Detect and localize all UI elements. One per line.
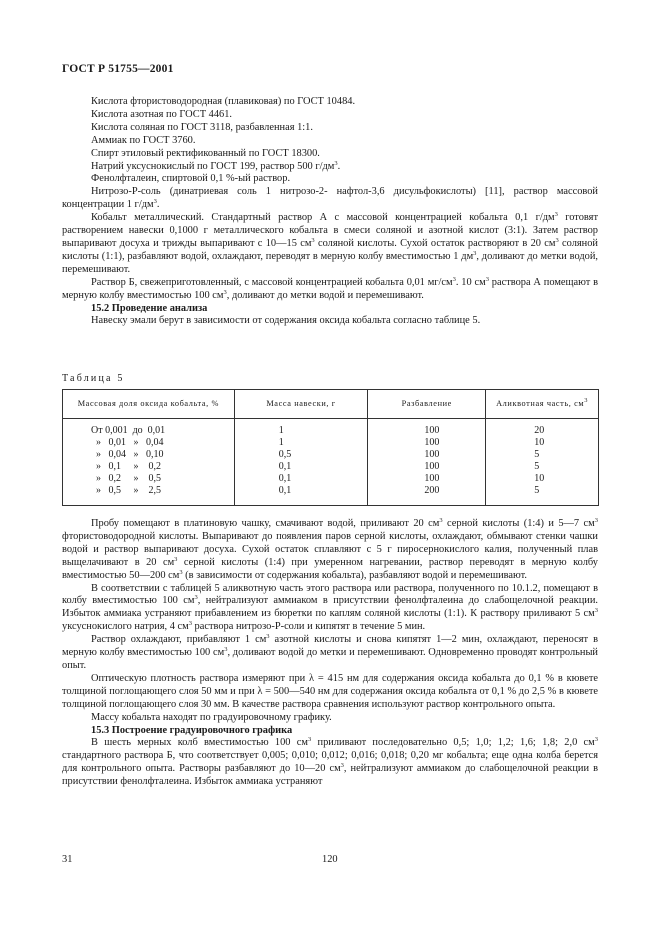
table-cell: » 0,1 » 0,2 xyxy=(63,461,235,473)
table-cell: 200 xyxy=(368,485,486,506)
reagent-fenolftalein: Фенолфталеин, спиртовой 0,1 %-ый раствор. xyxy=(91,173,291,185)
paragraph-opticheskaya: Оптическую плотность раствора измеряют при λ = 415 нм для содержания оксида кобальта до 0,1 % в кювете толщиной поглощающего слоя 50 мм и при λ = 500—540 нм для содержания оксида кобальта от 0,1 % до 2,5 % в кювете толщиной поглощающего слоя 30 мм. В качестве раствора сравнения используют раствор контрольного опыта. xyxy=(62,672,598,710)
reagent-nitroso: Нитрозо-Р-соль (динатриевая соль 1 нитрозо-2- нафтол-3,6 дисульфокислоты) [11], раствор массовой концентрации 1 $г/дм^3$. xyxy=(62,186,598,211)
table-cell: 5 xyxy=(486,485,599,506)
table-cell: 5 xyxy=(486,449,599,461)
reagent-line: Кислота фтористоводородная (плавиковая) по ГОСТ 10484. xyxy=(91,96,356,107)
section-heading-15-2: 15.2 Проведение анализа xyxy=(91,302,208,314)
reagent-line: Спирт этиловый ректификованный по ГОСТ 18300. xyxy=(91,147,320,159)
table-cell: 1 xyxy=(234,419,368,437)
table-row xyxy=(63,485,599,506)
table-cell: 0,5 xyxy=(234,449,368,461)
table-header-cell: Массовая доля оксида кобальта, % xyxy=(63,390,235,419)
table-5 xyxy=(62,389,599,506)
paragraph-sootvetstvie: В соответствии с таблицей 5 аликвотную часть этого раствора или раствора, полученного по 10.1.2, помещают в колбу вместимостью 100 $см^3$, нейтрализуют аммиаком в присутствии фенолфталеина до слабощелочной реакции. Избыток аммиака устраняют прибавлением из бюретки по каплям соляной кислоты (1:1). К раствору приливают 5 $см^3$ уксуснокислого натрия, 4 $см^3$ раствора нитрозо-Р-соли и кипятят в течение 5 мин. xyxy=(62,582,598,633)
table-header-cell: Разбавление xyxy=(368,390,486,419)
table-cell: 10 xyxy=(486,473,599,485)
table-row xyxy=(63,461,599,473)
table-cell: 5 xyxy=(486,461,599,473)
table-cell: 100 xyxy=(368,419,486,437)
table-cell: 100 xyxy=(368,473,486,485)
table-cell: 1 xyxy=(234,437,368,449)
paragraph-naveska: Навеску эмали берут в зависимости от содержания оксида кобальта согласно таблице 5. xyxy=(91,315,481,327)
reagent-line: Кислота азотная по ГОСТ 4461. xyxy=(91,108,233,120)
table-cell: 0,1 xyxy=(234,485,368,506)
table-cell: 0,1 xyxy=(234,461,368,473)
table-cell: » 0,04 » 0,10 xyxy=(63,449,235,461)
table-row xyxy=(63,449,599,461)
document-header: ГОСТ Р 51755—2001 xyxy=(62,63,174,75)
reagent-line: Кислота соляная по ГОСТ 3118, разбавленная 1:1. xyxy=(91,121,313,133)
table-header-row xyxy=(63,390,599,419)
section-heading-15-3: 15.3 Построение градуировочного графика xyxy=(91,724,293,736)
reagent-kobalt: Кобальт металлический. Стандартный раствор А с массовой концентрацией кобальта 0,1 $г/дм^3$ готовят растворением навески 0,1000 г металлического кобальта в смеси соляной и азотной кислот (3:1). Затем раствор выпаривают досуха и трижды выпаривают с 10—15 $см^3$ соляной кислоты. Сухой остаток растворяют в 20 $см^3$ соляной кислоты (1:1), разбавляют водой, охлаждают, переводят в мерную колбу вместимостью 1 $дм^3$, доливают до метки водой, перемешивают. xyxy=(62,211,598,275)
table-cell: 20 xyxy=(486,419,599,437)
table-cell: » 0,01 » 0,04 xyxy=(63,437,235,449)
reagent-line: Аммиак по ГОСТ 3760. xyxy=(91,134,196,146)
table-row xyxy=(63,419,599,437)
table-row xyxy=(63,473,599,485)
footer-page-left: 31 xyxy=(62,854,73,865)
reagent-rastvor-b: Раствор Б, свежеприготовленный, с массовой концентрацией кобальта 0,01 $мг/см^3$. 10 $см^3$ раствора А помещают в мерную колбу вместимостью 100 $см^3$, доливают до метки водой и перемешивают. xyxy=(62,275,599,301)
paragraph-shest-kolb: В шесть мерных колб вместимостью 100 $см^3$ приливают последовательно 0,5; 1,0; 1,2; 1,6; 1,8; 2,0 $см^3$ стандартного раствора Б, что соответствует 0,005; 0,010; 0,012; 0,016; 0,018; 0,20 мг кобальта; еще одна колба берется для контрольного опыта. Растворы разбавляют до 10—20 $см^3$, нейтрализуют аммиаком до слабощелочной реакции в присутствии фенолфталеина. Избыток аммиака устраняют xyxy=(62,736,598,788)
table-cell: 100 xyxy=(368,461,486,473)
reagent-natriy: Натрий уксуснокислый по ГОСТ 199, раствор 500 $г/дм^3$. xyxy=(91,159,341,172)
table-cell: 10 xyxy=(486,437,599,449)
table-cell: » 0,5 » 2,5 xyxy=(63,485,235,506)
reagents-section xyxy=(62,96,598,328)
table-cell: 0,1 xyxy=(234,473,368,485)
paragraph-massu: Массу кобальта находят по градуировочному графику. xyxy=(91,711,332,723)
table-header-cell: Масса навески, г xyxy=(234,390,368,419)
table-row xyxy=(63,437,599,449)
paragraph-ohlazhdenie: Раствор охлаждают, прибавляют 1 $см^3$ азотной кислоты и снова кипятят 1—2 мин, охлаждают, переносят в мерную колбу вместимостью 100 $см^3$, доливают водой до метки и перемешивают. Одновременно проводят контрольный опыт. xyxy=(62,633,598,671)
table-cell: » 0,2 » 0,5 xyxy=(63,473,235,485)
table-cell: От 0,001 до 0,01 xyxy=(63,419,235,437)
table-cell: 100 xyxy=(368,437,486,449)
table-cell: 100 xyxy=(368,449,486,461)
table-caption: Таблица 5 xyxy=(62,373,125,384)
paragraph-proba: Пробу помещают в платиновую чашку, смачивают водой, приливают 20 $см^3$ серной кислоты (1:4) и 5—7 $см^3$ фтористоводородной кислоты. Выпаривают до появления паров серной кислоты, охлаждают, обмывают стенки чашки водой и раствор выпаривают досуха. Сухой остаток сплавляют с 5 г пиросернокислого калия, полученный плав выщелачивают в 20 $см^3$ серной кислоты (1:4) при умеренном нагревании, раствор переводят в мерную колбу вместимостью 50—200 $см^3$ (в зависимости от содержания кобальта), разбавляют водой и перемешивают. xyxy=(62,517,598,581)
procedure-section xyxy=(62,518,598,789)
footer-page-number: 120 xyxy=(322,854,338,865)
table-header-cell: Аликвотная часть, $см^3$ xyxy=(486,390,599,419)
